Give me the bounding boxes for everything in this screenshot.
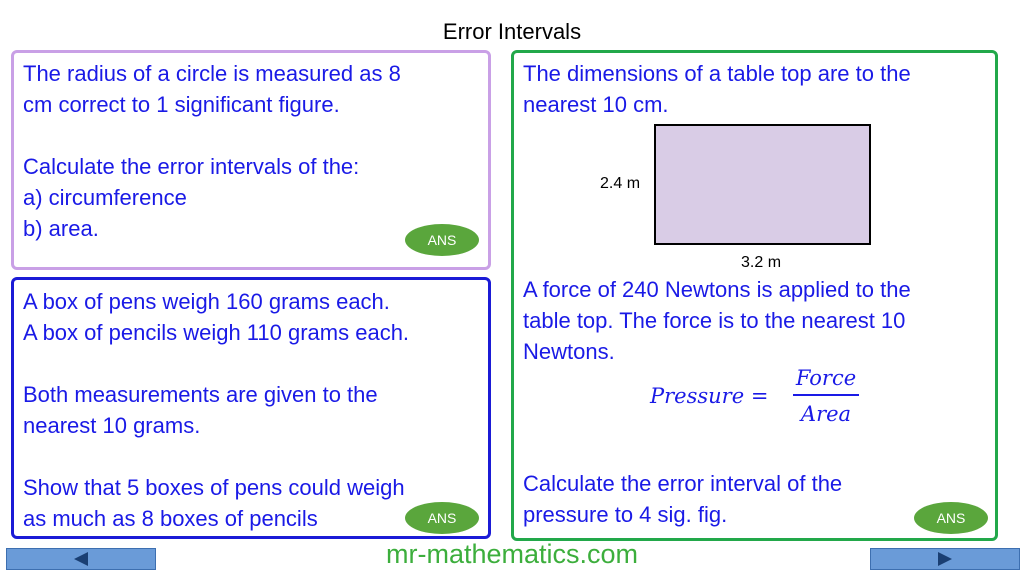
answer-button-pens[interactable]: ANS bbox=[405, 502, 479, 534]
question-line bbox=[23, 120, 401, 151]
question-pressure-task bbox=[523, 468, 842, 530]
question-pressure-force bbox=[523, 274, 911, 367]
formula-numerator: Force bbox=[795, 366, 857, 390]
question-line: A box of pencils weigh 110 grams each. bbox=[23, 320, 410, 345]
question-line: b) area. bbox=[23, 216, 99, 241]
question-line: Both measurements are given to the bbox=[23, 382, 378, 407]
right-arrow-icon bbox=[938, 552, 952, 566]
site-footer: mr-mathematics.com bbox=[385, 539, 639, 569]
question-line: nearest 10 grams. bbox=[23, 413, 201, 438]
formula-fraction bbox=[793, 364, 859, 428]
table-top-rectangle bbox=[654, 124, 871, 245]
question-line: A box of pens weigh 160 grams each. bbox=[23, 289, 390, 314]
question-line: cm correct to 1 significant figure. bbox=[23, 92, 340, 117]
answer-button-circle[interactable]: ANS bbox=[405, 224, 479, 256]
question-line: The radius of a circle is measured as 8 bbox=[23, 61, 401, 86]
question-line: Show that 5 boxes of pens could weigh bbox=[23, 475, 405, 500]
question-line: a) circumference bbox=[23, 185, 187, 210]
question-line: as much as 8 boxes of pencils bbox=[23, 506, 318, 531]
question-line bbox=[23, 441, 409, 472]
table-height-label: 2.4 m bbox=[600, 175, 641, 192]
question-line: table top. The force is to the nearest 10 bbox=[523, 308, 906, 333]
question-pens-text bbox=[23, 286, 409, 534]
fraction-bar bbox=[793, 394, 859, 396]
question-line: Newtons. bbox=[523, 339, 615, 364]
question-pressure-intro bbox=[523, 58, 911, 120]
question-line: Calculate the error intervals of the: bbox=[23, 154, 360, 179]
question-line: Calculate the error interval of the bbox=[523, 471, 843, 496]
formula-lhs: Pressure = bbox=[650, 384, 769, 408]
question-line: A force of 240 Newtons is applied to the bbox=[523, 277, 911, 302]
table-width-label: 3.2 m bbox=[741, 254, 782, 271]
next-slide-button[interactable] bbox=[870, 548, 1020, 570]
answer-button-pressure[interactable]: ANS bbox=[914, 502, 988, 534]
question-line: The dimensions of a table top are to the bbox=[523, 61, 911, 86]
question-line: pressure to 4 sig. fig. bbox=[523, 502, 728, 527]
page-title: Error Intervals bbox=[442, 19, 582, 44]
question-line: nearest 10 cm. bbox=[523, 92, 669, 117]
question-line bbox=[23, 348, 409, 379]
formula-denominator: Area bbox=[800, 401, 852, 426]
question-circle-text bbox=[23, 58, 401, 244]
